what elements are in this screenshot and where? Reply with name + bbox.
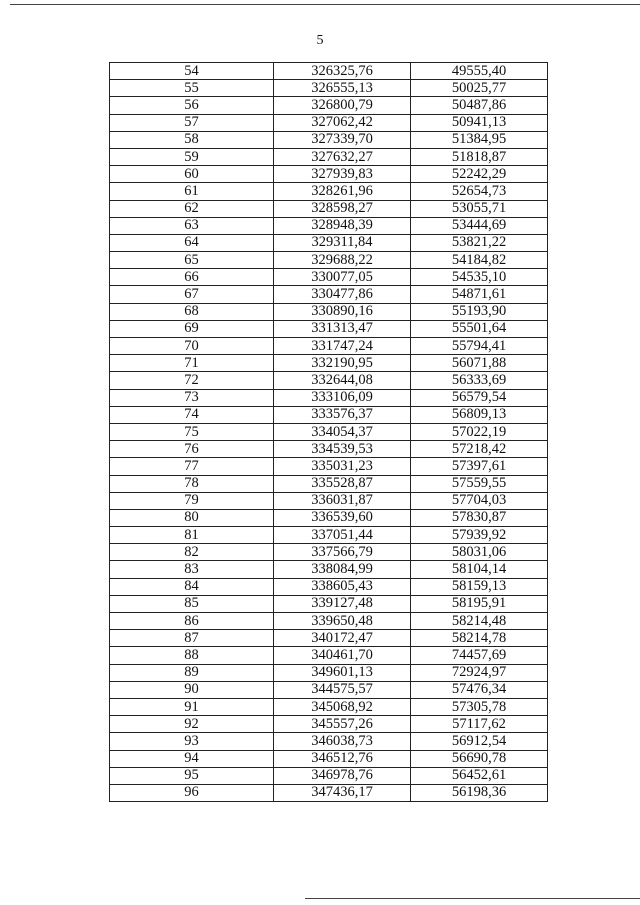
point-number-cell: 91 (110, 698, 274, 715)
y-coordinate-cell: 57939,92 (411, 527, 548, 544)
x-coordinate-cell: 334054,37 (274, 423, 411, 440)
y-coordinate-cell: 53055,71 (411, 200, 548, 217)
y-coordinate-cell: 57305,78 (411, 698, 548, 715)
table-row (110, 269, 548, 286)
bottom-rule (305, 898, 640, 899)
table-row (110, 148, 548, 165)
y-coordinate-cell: 52654,73 (411, 183, 548, 200)
point-number-cell: 76 (110, 441, 274, 458)
x-coordinate-cell: 333106,09 (274, 389, 411, 406)
table-row (110, 80, 548, 97)
point-number-cell: 79 (110, 492, 274, 509)
y-coordinate-cell: 58214,78 (411, 630, 548, 647)
table-row (110, 217, 548, 234)
x-coordinate-cell: 339127,48 (274, 595, 411, 612)
table-row (110, 681, 548, 698)
point-number-cell: 57 (110, 114, 274, 131)
x-coordinate-cell: 339650,48 (274, 613, 411, 630)
table-row (110, 784, 548, 801)
y-coordinate-cell: 50941,13 (411, 114, 548, 131)
y-coordinate-cell: 57476,34 (411, 681, 548, 698)
y-coordinate-cell: 58214,48 (411, 613, 548, 630)
y-coordinate-cell: 56809,13 (411, 406, 548, 423)
y-coordinate-cell: 54184,82 (411, 252, 548, 269)
y-coordinate-cell: 57559,55 (411, 475, 548, 492)
point-number-cell: 81 (110, 527, 274, 544)
x-coordinate-cell: 331313,47 (274, 320, 411, 337)
point-number-cell: 67 (110, 286, 274, 303)
y-coordinate-cell: 57022,19 (411, 423, 548, 440)
point-number-cell: 69 (110, 320, 274, 337)
table-row (110, 527, 548, 544)
y-coordinate-cell: 55794,41 (411, 338, 548, 355)
table-row (110, 458, 548, 475)
y-coordinate-cell: 57117,62 (411, 716, 548, 733)
x-coordinate-cell: 345557,26 (274, 716, 411, 733)
table-row (110, 183, 548, 200)
x-coordinate-cell: 330077,05 (274, 269, 411, 286)
y-coordinate-cell: 56912,54 (411, 733, 548, 750)
y-coordinate-cell: 50487,86 (411, 97, 548, 114)
table-row (110, 303, 548, 320)
table-row (110, 234, 548, 251)
y-coordinate-cell: 53444,69 (411, 217, 548, 234)
point-number-cell: 55 (110, 80, 274, 97)
point-number-cell: 75 (110, 423, 274, 440)
x-coordinate-cell: 344575,57 (274, 681, 411, 698)
x-coordinate-cell: 338605,43 (274, 578, 411, 595)
table-row (110, 561, 548, 578)
point-number-cell: 54 (110, 63, 274, 80)
table-row (110, 406, 548, 423)
top-rule (10, 4, 640, 5)
point-number-cell: 66 (110, 269, 274, 286)
y-coordinate-cell: 58159,13 (411, 578, 548, 595)
table-row (110, 733, 548, 750)
y-coordinate-cell: 51818,87 (411, 148, 548, 165)
table-row (110, 544, 548, 561)
table-row (110, 595, 548, 612)
x-coordinate-cell: 327339,70 (274, 131, 411, 148)
y-coordinate-cell: 50025,77 (411, 80, 548, 97)
y-coordinate-cell: 56333,69 (411, 372, 548, 389)
point-number-cell: 58 (110, 131, 274, 148)
point-number-cell: 70 (110, 338, 274, 355)
x-coordinate-cell: 340172,47 (274, 630, 411, 647)
y-coordinate-cell: 56579,54 (411, 389, 548, 406)
x-coordinate-cell: 337051,44 (274, 527, 411, 544)
y-coordinate-cell: 56690,78 (411, 750, 548, 767)
y-coordinate-cell: 56071,88 (411, 355, 548, 372)
point-number-cell: 82 (110, 544, 274, 561)
table-row (110, 320, 548, 337)
table-row (110, 200, 548, 217)
point-number-cell: 63 (110, 217, 274, 234)
x-coordinate-cell: 326555,13 (274, 80, 411, 97)
y-coordinate-cell: 52242,29 (411, 166, 548, 183)
y-coordinate-cell: 74457,69 (411, 647, 548, 664)
point-number-cell: 88 (110, 647, 274, 664)
x-coordinate-cell: 336031,87 (274, 492, 411, 509)
point-number-cell: 89 (110, 664, 274, 681)
x-coordinate-cell: 330477,86 (274, 286, 411, 303)
point-number-cell: 85 (110, 595, 274, 612)
x-coordinate-cell: 346512,76 (274, 750, 411, 767)
point-number-cell: 71 (110, 355, 274, 372)
page-number: 5 (316, 33, 324, 48)
table-row (110, 630, 548, 647)
table-row (110, 647, 548, 664)
x-coordinate-cell: 340461,70 (274, 647, 411, 664)
table-row (110, 114, 548, 131)
table-row (110, 664, 548, 681)
x-coordinate-cell: 326325,76 (274, 63, 411, 80)
x-coordinate-cell: 326800,79 (274, 97, 411, 114)
point-number-cell: 90 (110, 681, 274, 698)
point-number-cell: 86 (110, 613, 274, 630)
point-number-cell: 87 (110, 630, 274, 647)
table-row (110, 355, 548, 372)
x-coordinate-cell: 336539,60 (274, 509, 411, 526)
table-row (110, 63, 548, 80)
x-coordinate-cell: 330890,16 (274, 303, 411, 320)
point-number-cell: 72 (110, 372, 274, 389)
y-coordinate-cell: 55193,90 (411, 303, 548, 320)
y-coordinate-cell: 55501,64 (411, 320, 548, 337)
point-number-cell: 59 (110, 148, 274, 165)
y-coordinate-cell: 58195,91 (411, 595, 548, 612)
point-number-cell: 78 (110, 475, 274, 492)
x-coordinate-cell: 329688,22 (274, 252, 411, 269)
point-number-cell: 92 (110, 716, 274, 733)
y-coordinate-cell: 58104,14 (411, 561, 548, 578)
x-coordinate-cell: 346038,73 (274, 733, 411, 750)
table-row (110, 750, 548, 767)
x-coordinate-cell: 346978,76 (274, 767, 411, 784)
point-number-cell: 80 (110, 509, 274, 526)
x-coordinate-cell: 345068,92 (274, 698, 411, 715)
x-coordinate-cell: 328598,27 (274, 200, 411, 217)
table-row (110, 475, 548, 492)
x-coordinate-cell: 331747,24 (274, 338, 411, 355)
x-coordinate-cell: 327062,42 (274, 114, 411, 131)
table-row (110, 338, 548, 355)
x-coordinate-cell: 328948,39 (274, 217, 411, 234)
table-row (110, 509, 548, 526)
x-coordinate-cell: 328261,96 (274, 183, 411, 200)
y-coordinate-cell: 49555,40 (411, 63, 548, 80)
point-number-cell: 74 (110, 406, 274, 423)
x-coordinate-cell: 332190,95 (274, 355, 411, 372)
y-coordinate-cell: 56198,36 (411, 784, 548, 801)
table-row (110, 131, 548, 148)
y-coordinate-cell: 57704,03 (411, 492, 548, 509)
table-row (110, 716, 548, 733)
y-coordinate-cell: 56452,61 (411, 767, 548, 784)
point-number-cell: 96 (110, 784, 274, 801)
x-coordinate-cell: 333576,37 (274, 406, 411, 423)
x-coordinate-cell: 349601,13 (274, 664, 411, 681)
x-coordinate-cell: 332644,08 (274, 372, 411, 389)
table-row (110, 372, 548, 389)
y-coordinate-cell: 54535,10 (411, 269, 548, 286)
y-coordinate-cell: 54871,61 (411, 286, 548, 303)
point-number-cell: 60 (110, 166, 274, 183)
point-number-cell: 56 (110, 97, 274, 114)
table-row (110, 423, 548, 440)
y-coordinate-cell: 53821,22 (411, 234, 548, 251)
point-number-cell: 62 (110, 200, 274, 217)
point-number-cell: 68 (110, 303, 274, 320)
point-number-cell: 94 (110, 750, 274, 767)
point-number-cell: 84 (110, 578, 274, 595)
y-coordinate-cell: 72924,97 (411, 664, 548, 681)
table-row (110, 166, 548, 183)
table-row (110, 389, 548, 406)
coordinates-table (109, 62, 548, 802)
coordinates-table-body (110, 63, 548, 802)
y-coordinate-cell: 57397,61 (411, 458, 548, 475)
table-row (110, 613, 548, 630)
x-coordinate-cell: 327939,83 (274, 166, 411, 183)
point-number-cell: 77 (110, 458, 274, 475)
table-row (110, 97, 548, 114)
table-row (110, 492, 548, 509)
x-coordinate-cell: 335528,87 (274, 475, 411, 492)
x-coordinate-cell: 338084,99 (274, 561, 411, 578)
table-row (110, 767, 548, 784)
x-coordinate-cell: 335031,23 (274, 458, 411, 475)
x-coordinate-cell: 334539,53 (274, 441, 411, 458)
y-coordinate-cell: 57830,87 (411, 509, 548, 526)
y-coordinate-cell: 57218,42 (411, 441, 548, 458)
table-row (110, 578, 548, 595)
point-number-cell: 95 (110, 767, 274, 784)
point-number-cell: 61 (110, 183, 274, 200)
point-number-cell: 73 (110, 389, 274, 406)
x-coordinate-cell: 327632,27 (274, 148, 411, 165)
x-coordinate-cell: 329311,84 (274, 234, 411, 251)
point-number-cell: 93 (110, 733, 274, 750)
table-row (110, 286, 548, 303)
y-coordinate-cell: 58031,06 (411, 544, 548, 561)
point-number-cell: 65 (110, 252, 274, 269)
table-row (110, 252, 548, 269)
table-row (110, 698, 548, 715)
x-coordinate-cell: 337566,79 (274, 544, 411, 561)
point-number-cell: 83 (110, 561, 274, 578)
y-coordinate-cell: 51384,95 (411, 131, 548, 148)
table-row (110, 441, 548, 458)
point-number-cell: 64 (110, 234, 274, 251)
x-coordinate-cell: 347436,17 (274, 784, 411, 801)
